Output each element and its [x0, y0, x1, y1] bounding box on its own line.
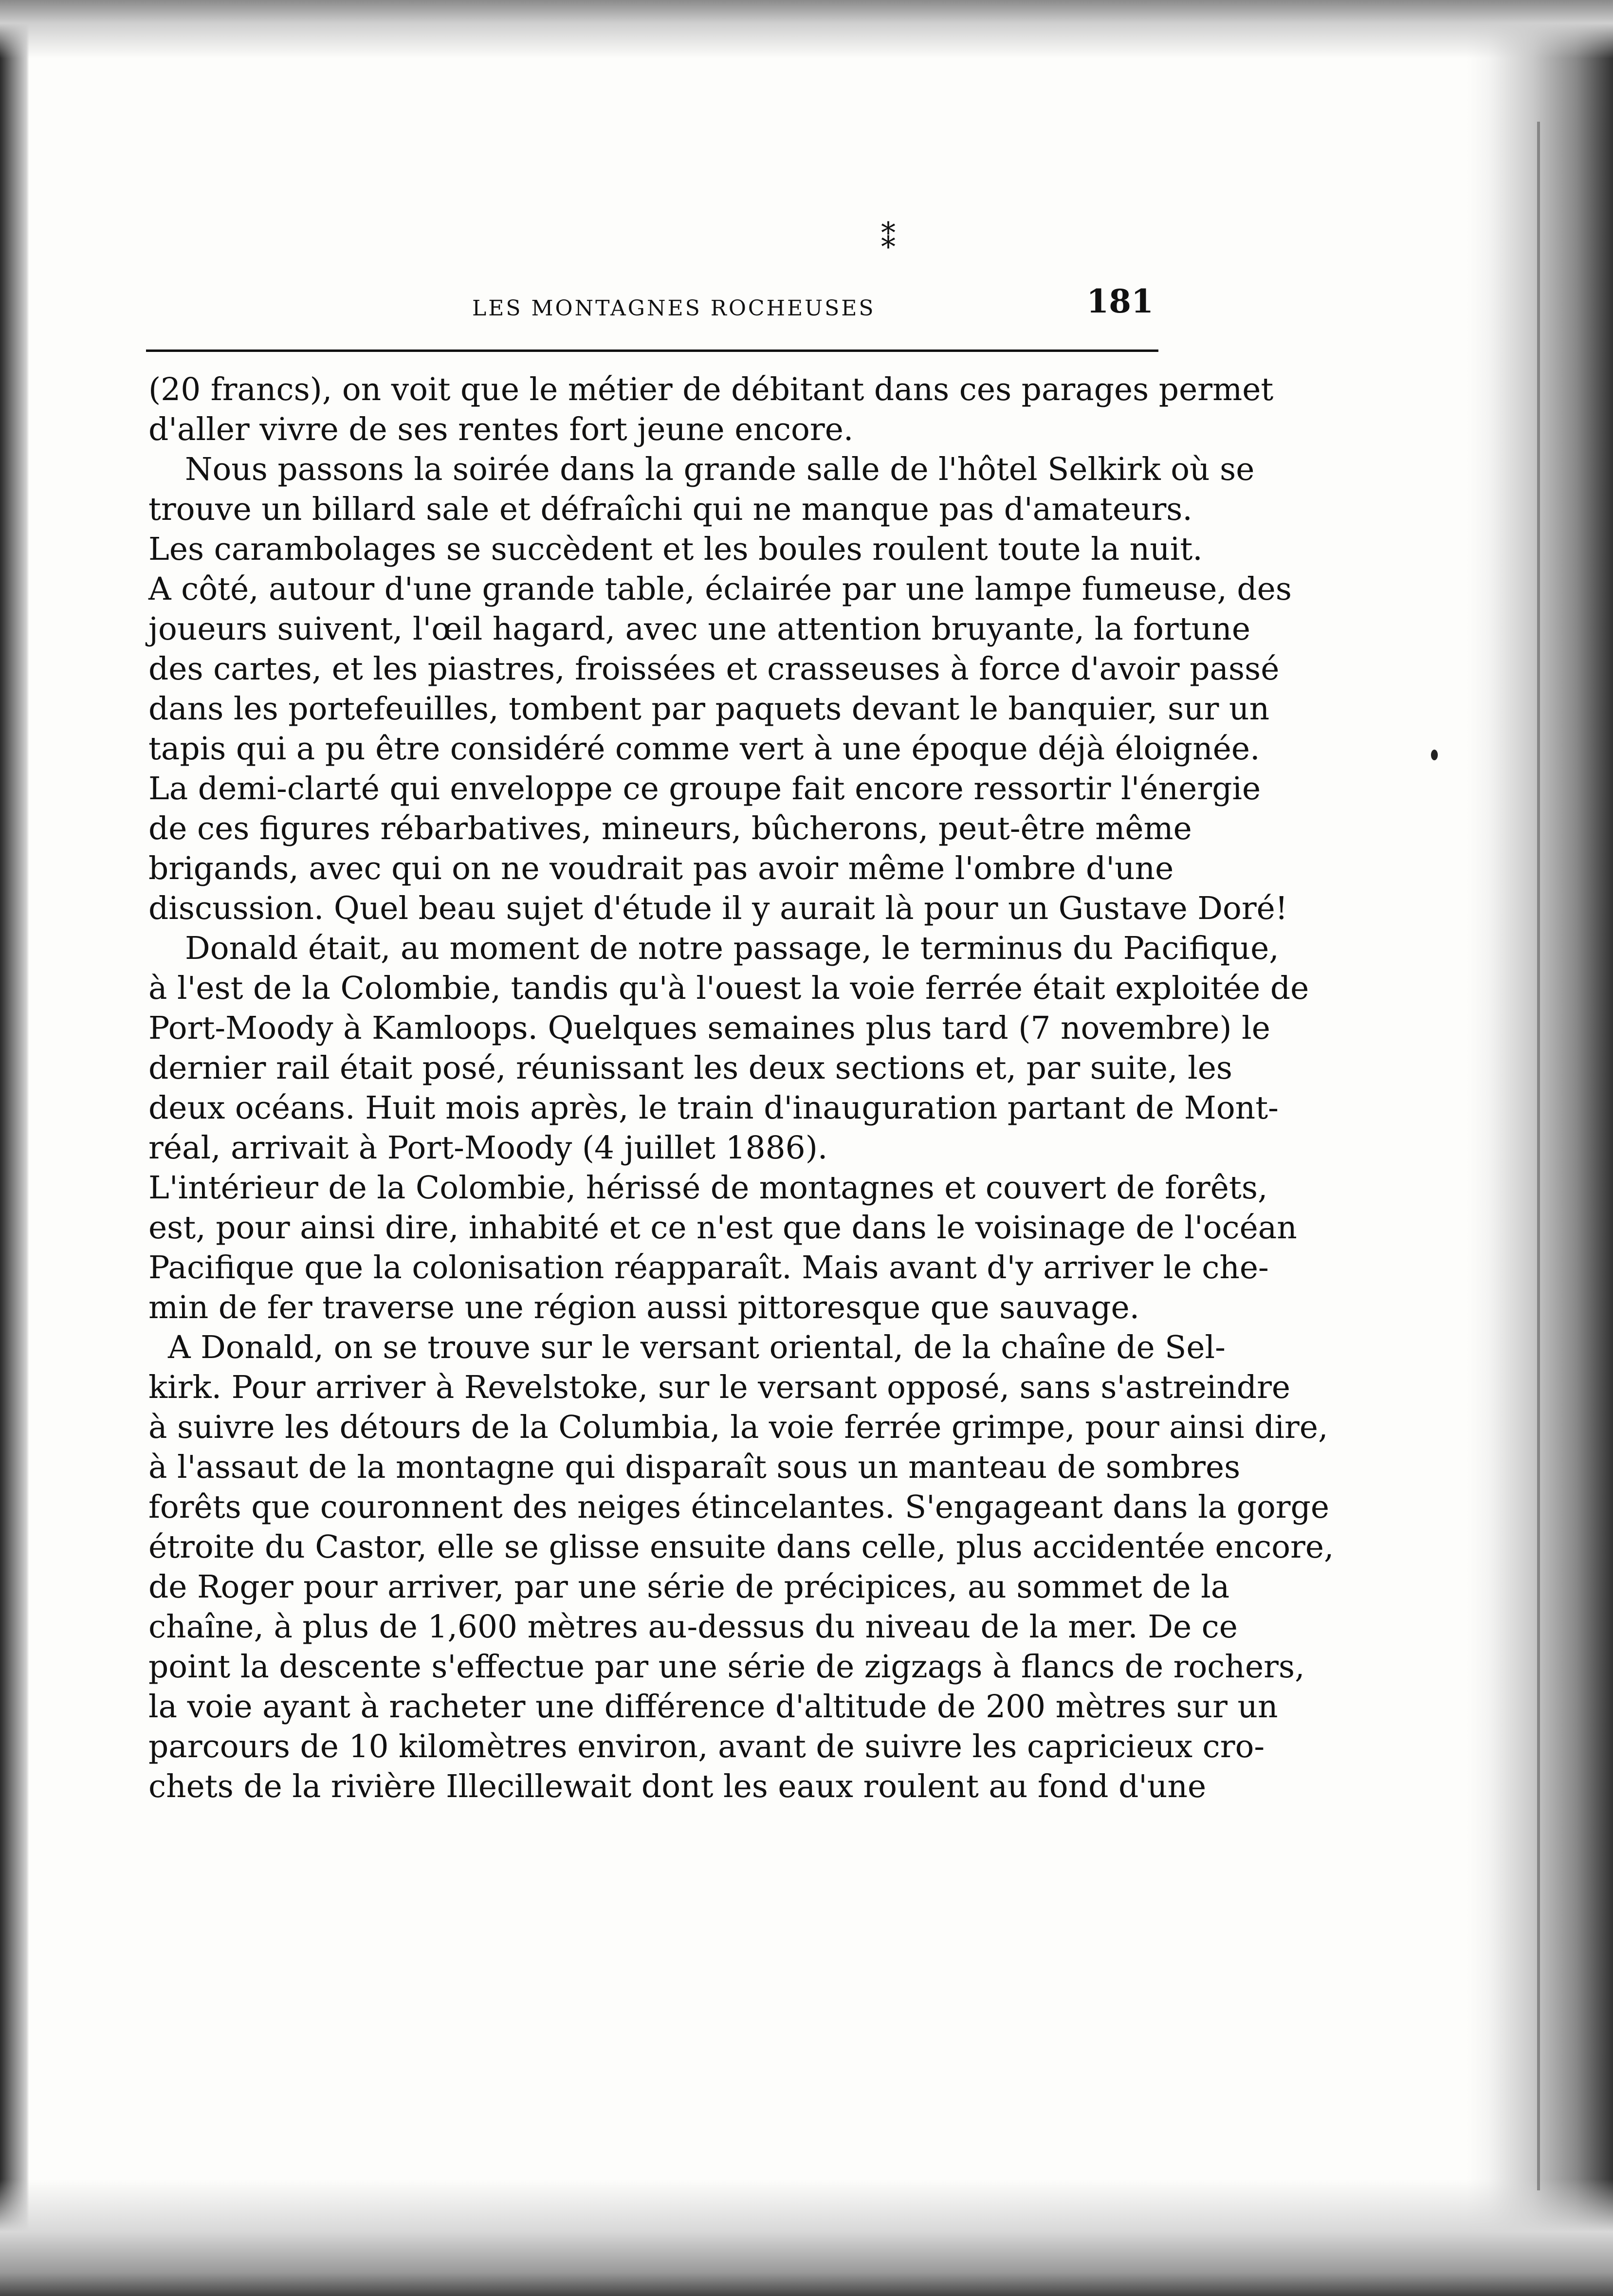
text-line: A Donald, on se trouve sur le versant oriental, de la chaîne de Sel- — [168, 1329, 1226, 1366]
text-line: la voie ayant à racheter une différence d'altitude de 200 mètres sur un — [148, 1689, 1278, 1725]
ink-speck — [1431, 750, 1438, 760]
text-line: des cartes, et les piastres, froissées et crasseuses à force d'avoir passé — [148, 651, 1280, 687]
text-line: chets de la rivière Illecillewait dont les eaux roulent au fond d'une — [148, 1768, 1207, 1805]
text-line: La demi-clarté qui enveloppe ce groupe fait encore ressortir l'énergie — [148, 771, 1261, 807]
text-line: à suivre les détours de la Columbia, la voie ferrée grimpe, pour ainsi dire, — [148, 1409, 1328, 1446]
text-line: forêts que couronnent des neiges étincelantes. S'engageant dans la gorge — [148, 1489, 1330, 1525]
text-line: trouve un billard sale et défraîchi qui ne manque pas d'amateurs. — [148, 491, 1192, 528]
scan-edge-right — [1467, 0, 1613, 2296]
text-line: de ces figures rébarbatives, mineurs, bûcherons, peut-être même — [148, 810, 1192, 847]
text-line: Nous passons la soirée dans la grande salle de l'hôtel Selkirk où se — [185, 451, 1255, 488]
text-line: étroite du Castor, elle se glisse ensuite dans celle, plus accidentée encore, — [148, 1529, 1334, 1565]
scan-edge-bottom — [0, 2179, 1613, 2296]
text-line: à l'assaut de la montagne qui disparaît sous un manteau de sombres — [148, 1449, 1241, 1486]
text-line: à l'est de la Colombie, tandis qu'à l'ouest la voie ferrée était exploitée de — [148, 970, 1309, 1007]
page-number: 181 — [1086, 282, 1154, 320]
scan-edge-left — [0, 0, 29, 2296]
header-rule — [146, 349, 1158, 352]
text-line: point la descente s'effectue par une série de zigzags à flancs de rochers, — [148, 1649, 1305, 1685]
text-line: Port-Moody à Kamloops. Quelques semaines plus tard (7 novembre) le — [148, 1010, 1270, 1047]
text-line: kirk. Pour arriver à Revelstoke, sur le versant opposé, sans s'astreindre — [148, 1369, 1291, 1406]
body-text — [148, 370, 1334, 1807]
text-line: (20 francs), on voit que le métier de débitant dans ces parages permet — [148, 371, 1274, 408]
text-line: dans les portefeuilles, tombent par paquets devant le banquier, sur un — [148, 691, 1270, 727]
ink-mark: ⁑ — [881, 221, 896, 256]
text-line: est, pour ainsi dire, inhabité et ce n'est que dans le voisinage de l'océan — [148, 1210, 1297, 1246]
text-line: tapis qui a pu être considéré comme vert à une époque déjà éloignée. — [148, 731, 1260, 767]
scan-edge-top — [0, 0, 1613, 58]
text-line: chaîne, à plus de 1,600 mètres au-dessus du niveau de la mer. De ce — [148, 1609, 1238, 1645]
text-line: discussion. Quel beau sujet d'étude il y aurait là pour un Gustave Doré! — [148, 890, 1288, 927]
text-line: de Roger pour arriver, par une série de précipices, au sommet de la — [148, 1569, 1230, 1605]
running-title: LES MONTAGNES ROCHEUSES — [472, 296, 876, 321]
text-line: joueurs suivent, l'œil hagard, avec une attention bruyante, la fortune — [148, 611, 1250, 647]
text-line: d'aller vivre de ses rentes fort jeune encore. — [148, 411, 854, 448]
text-line: L'intérieur de la Colombie, hérissé de montagnes et couvert de forêts, — [148, 1170, 1268, 1206]
text-line: Les carambolages se succèdent et les boules roulent toute la nuit. — [148, 531, 1203, 568]
text-line: min de fer traverse une région aussi pittoresque que sauvage. — [148, 1289, 1140, 1326]
text-line: A côté, autour d'une grande table, éclairée par une lampe fumeuse, des — [148, 571, 1292, 607]
book-fold — [1537, 122, 1540, 2190]
text-line: réal, arrivait à Port-Moody (4 juillet 1886). — [148, 1130, 828, 1166]
text-line: Donald était, au moment de notre passage, le terminus du Pacifique, — [185, 930, 1279, 967]
text-line: deux océans. Huit mois après, le train d'inauguration partant de Mont- — [148, 1090, 1279, 1126]
text-line: Pacifique que la colonisation réapparaît. Mais avant d'y arriver le che- — [148, 1249, 1269, 1286]
text-line: dernier rail était posé, réunissant les deux sections et, par suite, les — [148, 1050, 1232, 1086]
text-line: brigands, avec qui on ne voudrait pas avoir même l'ombre d'une — [148, 850, 1174, 887]
page-header — [146, 282, 1154, 326]
text-line: parcours de 10 kilomètres environ, avant de suivre les capricieux cro- — [148, 1728, 1265, 1765]
